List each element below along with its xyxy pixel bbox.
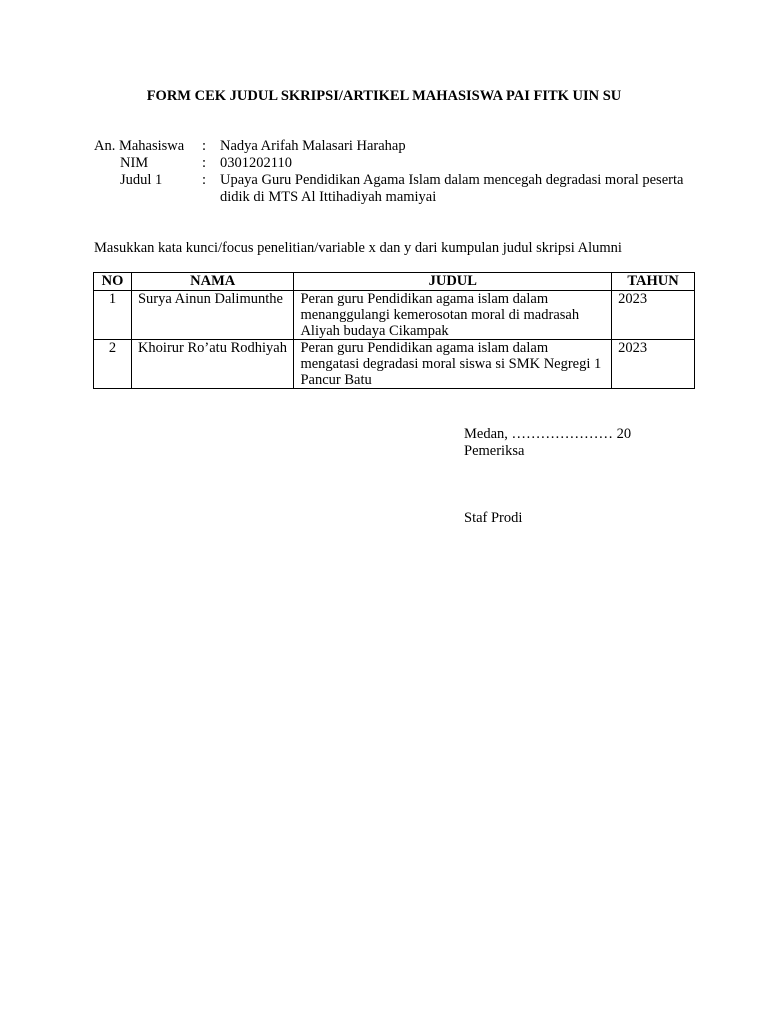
header-judul: JUDUL [294, 273, 612, 291]
form-title: FORM CEK JUDUL SKRIPSI/ARTIKEL MAHASISWA PAI FITK UIN SU [146, 88, 622, 104]
header-tahun: TAHUN [612, 273, 695, 291]
student-name-label: An. Mahasiswa [94, 138, 185, 154]
cell-no: 1 [94, 291, 132, 340]
table-row [94, 291, 695, 340]
table-row [94, 340, 695, 389]
header-no: NO [94, 273, 132, 291]
judul-row [94, 172, 690, 206]
examiner-label: Pemeriksa [464, 443, 525, 459]
cell-judul: Peran guru Pendidikan agama islam dalam mengatasi degradasi moral siswa si SMK Negregi 1 Pancur Batu [294, 340, 612, 389]
nim-value: 0301202110 [220, 155, 292, 171]
table-header-row [94, 273, 695, 291]
cell-judul: Peran guru Pendidikan agama islam dalam menanggulangi kemerosotan moral di madrasah Aliyah budaya Cikampak [294, 291, 612, 340]
instruction-text: Masukkan kata kunci/focus penelitian/variable x dan y dari kumpulan judul skripsi Alumni [94, 240, 622, 256]
nim-label: NIM [120, 155, 149, 171]
student-name-row [94, 138, 690, 155]
cell-tahun: 2023 [612, 340, 695, 389]
place-date: Medan, ………………… 20 [464, 426, 632, 442]
cell-tahun: 2023 [612, 291, 695, 340]
colon: : [202, 138, 207, 154]
student-name-value: Nadya Arifah Malasari Harahap [220, 138, 406, 154]
judul-label: Judul 1 [120, 172, 163, 188]
signature-block [464, 426, 631, 460]
cell-nama: Surya Ainun Dalimunthe [131, 291, 294, 340]
student-info [94, 138, 690, 206]
header-nama: NAMA [131, 273, 294, 291]
colon: : [202, 172, 207, 188]
colon: : [202, 155, 207, 171]
signer-label: Staf Prodi [464, 510, 523, 526]
cell-nama: Khoirur Ro’atu Rodhiyah [131, 340, 294, 389]
judul-value: Upaya Guru Pendidikan Agama Islam dalam mencegah degradasi moral peserta didik di MTS Al Ittihadiyah mamiyai [220, 172, 684, 205]
alumni-thesis-table [93, 272, 695, 389]
cell-no: 2 [94, 340, 132, 389]
nim-row [94, 155, 690, 172]
